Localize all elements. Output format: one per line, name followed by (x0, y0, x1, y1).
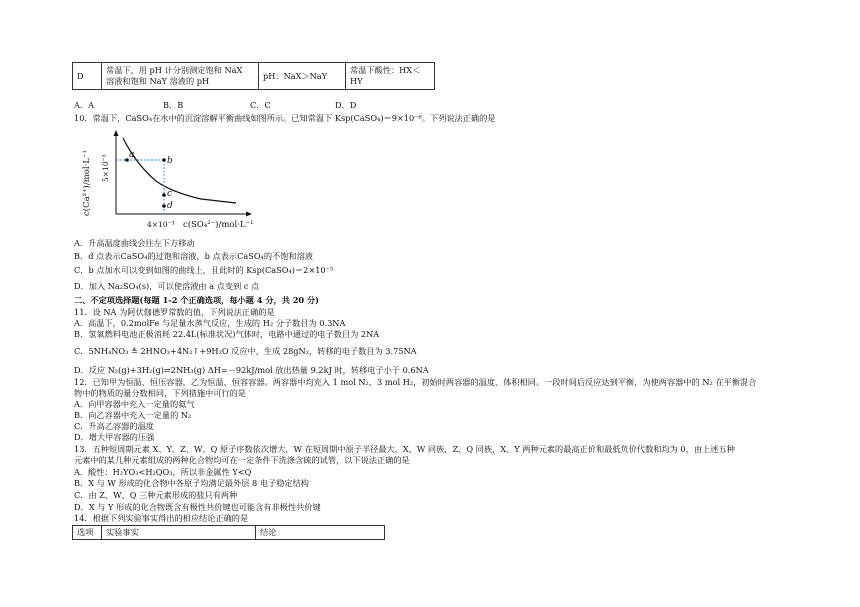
table-row (73, 63, 435, 90)
q11-option-b: B．氢氧燃料电池正极消耗 22.4L(标准状况)气体时，电路中通过的电子数目为 2NA (74, 329, 380, 339)
choice-a: A．A (74, 100, 95, 110)
q13-stem-line1: 13．五种短周期元素 X、Y、Z、W、Q 原子序数依次增大，W 在短周期中原子半径最大，X、W 同族，Z、Q 同族，X、Y 两种元素的最高正价和最低负价代数和均为 0，由上述五种 (74, 444, 735, 454)
q13-option-d: D．X 与 Y 形成的化合物既含有极性共价键也可能含有非极性共价键 (74, 502, 321, 512)
x-tick-label: 4×10⁻³ (147, 220, 175, 229)
x-axis-label: c(SO₄²⁻)/mol·L⁻¹ (183, 220, 254, 230)
y-tick-label: 5×10⁻³ (101, 154, 110, 182)
q12-option-a: A．向甲容器中充入一定量的氦气 (74, 399, 195, 409)
q14-stem: 14．根据下列实验事实得出的相应结论正确的是 (74, 513, 249, 523)
point-a-label: a (129, 150, 135, 160)
section-title: 二、不定项选择题(每题 1-2 个正确选项，每小题 4 分，共 20 分) (74, 295, 320, 305)
y-axis-label: c(Ca²⁺)/mol·L⁻¹ (82, 150, 92, 216)
equilibrium-curve (123, 138, 236, 203)
header-conclusion: 结论 (256, 526, 385, 540)
point-b-label: b (167, 156, 173, 166)
choice-d: D．D (335, 100, 357, 110)
q10-option-b: B．d 点表示CaSO₄的过饱和溶液，b 点表示CaSO₄的不饱和溶液 (74, 251, 313, 261)
q13-stem-line2: 元素中的某几种元素组成的两种化合物均可在一定条件下洗涤含硫的试管，以下说法正确的是 (74, 455, 410, 465)
q14-table (72, 525, 385, 540)
q10-option-a: A．升高温度曲线会往左下方移动 (74, 238, 195, 248)
conclusion-line: HY (350, 76, 363, 86)
q10-option-d: D．加入 Na₂SO₄(s)，可以使溶液由 a 点变到 c 点 (74, 281, 260, 291)
q12-option-c: C．升高乙容器的温度 (74, 421, 154, 431)
conclusion-cell (346, 63, 435, 90)
q11-option-c: C．5NH₄NO₃ ≜ 2HNO₃+4N₂↑+9H₂O 反应中，生成 28gN₂，转移的电子数目为 3.75NA (74, 346, 417, 356)
conclusion-line: 常温下酸性：HX＜ (350, 65, 421, 75)
experiment-line: 溶液和饱和 NaY 溶液的 pH (106, 76, 210, 86)
q11-stem: 11．设 NA 为阿伏伽德罗常数的值，下列说法正确的是 (74, 307, 275, 317)
point-d (162, 204, 166, 208)
q13-option-c: C．由 Z、W、Q 三种元素形成的盐只有两种 (74, 490, 238, 500)
q11-option-d: D．反应 N₂(g)+3H₂(g)⇌2NH₃(g) ΔH=－92kJ/mol 放出热量 9.2kJ 时，转移电子小于 0.6NA (74, 365, 429, 375)
y-axis-arrow (114, 130, 119, 136)
q10-option-c: C．b 点加水可以变到如图的曲线上，且此时的 Ksp(CaSO₄)＝2×10⁻⁵ (74, 265, 334, 275)
q13-option-b: B．X 与 W 形成的化合物中各原子均满足最外层 8 电子稳定结构 (74, 478, 309, 488)
q10-stem: 10．常温下，CaSO₄在水中的沉淀溶解平衡曲线如图所示。已知常温下 Ksp(CaSO₄)＝9×10⁻⁶。下列说法正确的是 (74, 113, 496, 123)
solubility-curve-graph (76, 126, 276, 236)
header-option: 选项 (73, 526, 102, 540)
q11-option-a: A．高温下，0.2molFe 与足量水蒸气反应，生成的 H₂ 分子数目为 0.3NA (74, 318, 346, 328)
q13-option-a: A．酸性：H₂YO₃<H₂QO₃，所以非金属性 Y<Q (74, 467, 252, 477)
point-c (162, 193, 166, 197)
point-b (162, 158, 166, 162)
point-d-label: d (167, 201, 173, 211)
point-c-label: c (167, 189, 173, 199)
q12-stem-line1: 12．已知甲为恒温、恒压容器，乙为恒温、恒容容器。两容器中均充入 1 mol N₂、3 mol H₂，初始时两容器的温度、体积相同。一段时间后反应达到平衡，为使两容器中的 N₂ 在平衡混合 (74, 377, 757, 387)
phenomenon-cell: pH：NaX＞NaY (259, 63, 346, 90)
x-axis-arrow (246, 212, 252, 217)
q12-stem-line2: 物中的物质的量分数相同，下列措施中可行的是 (74, 388, 246, 398)
q12-option-d: D．增大甲容器的压强 (74, 432, 155, 442)
choice-c: C．C (250, 100, 271, 110)
header-experiment: 实验事实 (102, 526, 256, 540)
table-header-row (73, 526, 385, 540)
q12-option-b: B．向乙容器中充入一定量的 N₂ (74, 410, 192, 420)
experiment-line: 常温下，用 pH 计分别测定饱和 NaX (106, 65, 243, 75)
option-cell: D (73, 63, 102, 90)
experiment-cell (102, 63, 259, 90)
choice-b: B．B (163, 100, 184, 110)
q9-table (72, 62, 435, 90)
